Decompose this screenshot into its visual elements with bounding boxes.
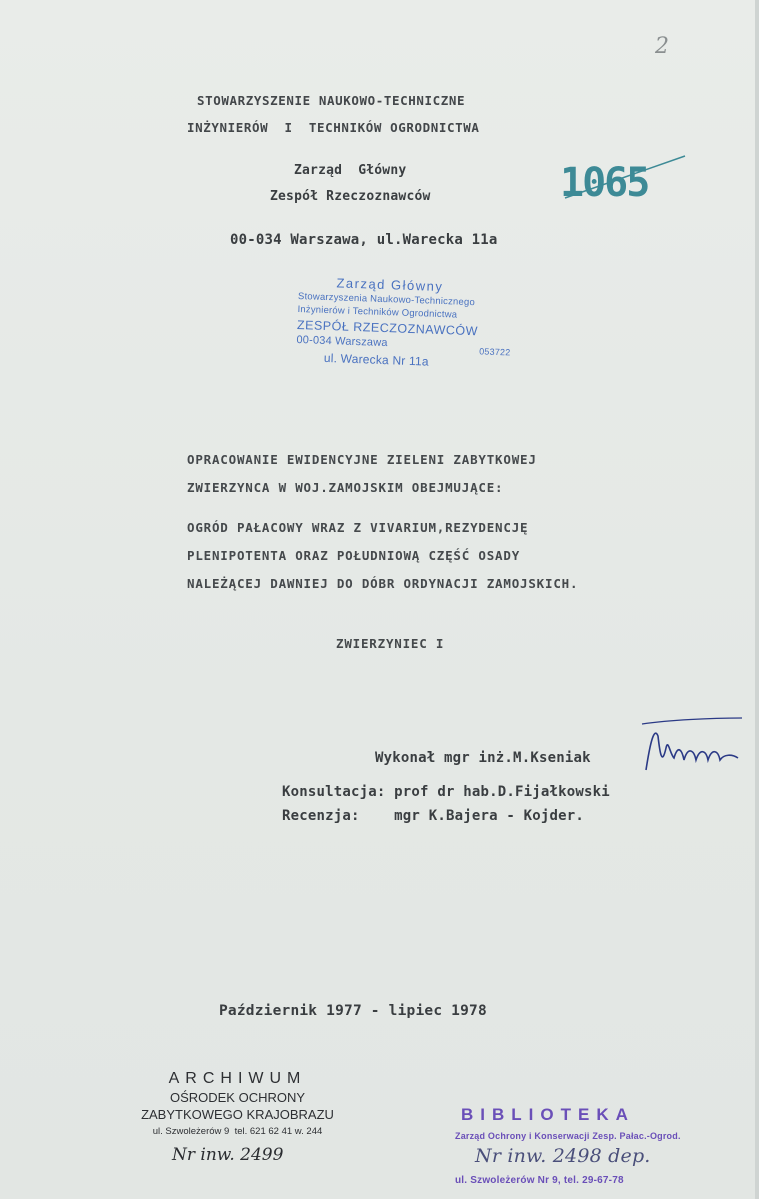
library-stamp bbox=[455, 1103, 695, 1195]
archive-line4: ul. Szwoleżerów 9 tel. 621 62 41 w. 244 bbox=[152, 1126, 323, 1137]
archive-line3: ZABYTKOWEGO KRAJOBRAZU bbox=[141, 1107, 334, 1122]
register-strike bbox=[555, 150, 695, 210]
header-board: Zarząd Główny bbox=[294, 163, 407, 178]
signature bbox=[640, 714, 745, 776]
header-address: 00-034 Warszawa, ul.Warecka 11a bbox=[230, 232, 498, 248]
stamp-line5: 00-034 Warszawa bbox=[296, 333, 388, 350]
stamp-line1: Zarząd Główny bbox=[336, 275, 444, 295]
credit-review: Recenzja: mgr K.Bajera - Kojder. bbox=[282, 808, 585, 824]
library-line1: BIBLIOTEKA bbox=[461, 1105, 635, 1124]
stamp-line2: Stowarzyszenia Naukowo-Technicznego bbox=[297, 290, 476, 309]
document-date: Październik 1977 - lipiec 1978 bbox=[219, 1003, 487, 1019]
register-number: 1065 bbox=[560, 160, 649, 206]
archive-inventory-handwritten: Nr inw. 2499 bbox=[172, 1145, 284, 1165]
header-org-line1: STOWARZYSZENIE NAUKOWO-TECHNICZNE bbox=[197, 93, 466, 108]
title-volume: ZWIERZYNIEC I bbox=[336, 636, 445, 651]
title-line3: OGRÓD PAŁACOWY WRAZ Z VIVARIUM,REZYDENCJĘ bbox=[187, 520, 529, 535]
institution-stamp bbox=[293, 268, 532, 386]
page-edge bbox=[755, 0, 759, 1199]
title-line5: NALEŻĄCEJ DAWNIEJ DO DÓBR ORDYNACJI ZAMOJSKICH. bbox=[187, 576, 579, 591]
title-line2: ZWIERZYNCA W WOJ.ZAMOJSKIM OBEJMUJĄCE: bbox=[187, 480, 504, 495]
stamp-line6: ul. Warecka Nr 11a bbox=[323, 350, 430, 369]
library-line4: ul. Szwoleżerów Nr 9, tel. 29-67-78 bbox=[455, 1175, 624, 1186]
stamp-number: 053722 bbox=[479, 346, 511, 358]
archive-line2: OŚRODEK OCHRONY bbox=[169, 1090, 306, 1105]
header-team: Zespół Rzeczoznawców bbox=[270, 189, 431, 204]
header-org-line2: INŻYNIERÓW I TECHNIKÓW OGRODNICTWA bbox=[187, 120, 480, 135]
credit-author: Wykonał mgr inż.M.Kseniak bbox=[375, 750, 591, 766]
library-inventory-handwritten: Nr inw. 2498 dep. bbox=[475, 1145, 651, 1167]
stamp-line3: Inżynierów i Techników Ogrodnictwa bbox=[297, 303, 458, 321]
library-line2: Zarząd Ochrony i Konserwacji Zesp. Pałac.-Ogrod. bbox=[455, 1131, 681, 1141]
title-line4: PLENIPOTENTA ORAZ POŁUDNIOWĄ CZĘŚĆ OSADY bbox=[187, 548, 521, 563]
title-line1: OPRACOWANIE EWIDENCYJNE ZIELENI ZABYTKOWEJ bbox=[187, 452, 537, 467]
stamp-line4: ZESPÓŁ RZECZOZNAWCÓW bbox=[296, 317, 479, 339]
page-number: 2 bbox=[655, 34, 670, 59]
credit-consult: Konsultacja: prof dr hab.D.Fijałkowski bbox=[282, 784, 610, 800]
archive-line1: ARCHIWUM bbox=[168, 1070, 307, 1087]
